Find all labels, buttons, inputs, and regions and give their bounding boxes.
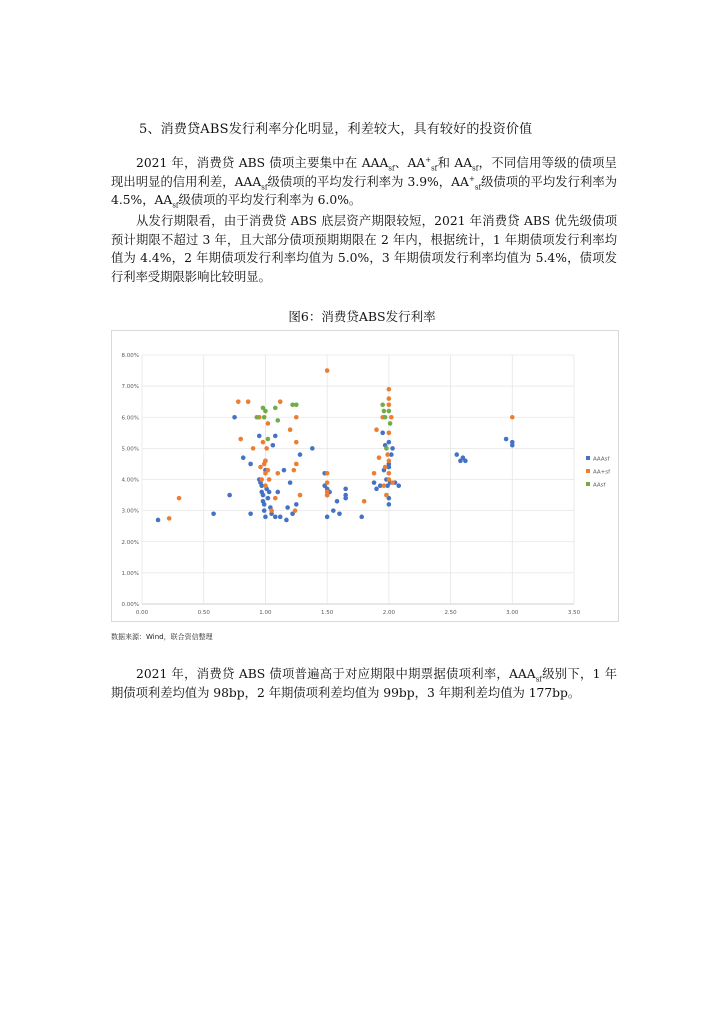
data-point-aasf: [266, 437, 271, 442]
data-point-aasf: [292, 468, 297, 473]
data-point-aasf: [266, 421, 271, 426]
data-point-aasf: [325, 480, 330, 485]
x-tick-label: 0.00: [135, 610, 149, 616]
data-point-aasf: [273, 496, 278, 501]
data-point-aasf: [387, 396, 392, 401]
data-point-aaasf: [390, 446, 395, 451]
data-point-aasf: [388, 421, 393, 426]
x-tick-label: 3.50: [567, 610, 581, 616]
data-point-aasf: [383, 465, 388, 470]
figure-title: 图6：消费贷ABS发行利率: [288, 309, 436, 324]
data-point-aaasf: [262, 508, 267, 513]
legend-label-aasf: AAsf: [593, 482, 606, 489]
data-point-aaasf: [273, 434, 278, 439]
data-point-aaasf: [294, 502, 299, 507]
data-point-aasf: [387, 431, 392, 436]
data-point-aasf: [238, 437, 243, 442]
x-tick-label: 3.00: [506, 610, 519, 616]
data-point-aasf: [261, 440, 266, 445]
data-point-aasf: [374, 427, 379, 432]
data-point-aasf: [266, 468, 271, 473]
data-point-aasf: [264, 446, 269, 451]
y-tick-label: 2.00%: [121, 539, 139, 546]
data-point-aasf: [262, 415, 267, 420]
y-tick-label: 6.00%: [121, 415, 139, 422]
y-tick-label: 0.00%: [121, 602, 139, 608]
data-point-aaasf: [387, 502, 392, 507]
y-tick-label: 1.00%: [121, 570, 139, 577]
data-point-aasf: [273, 406, 278, 411]
y-tick-label: 7.00%: [121, 384, 139, 391]
data-point-aaasf: [271, 443, 276, 448]
data-point-aaasf: [396, 483, 401, 488]
data-point-aaasf: [374, 487, 379, 492]
data-point-aasf: [263, 459, 268, 464]
data-point-aaasf: [510, 443, 515, 448]
data-point-aaasf: [275, 490, 280, 495]
legend-marker-aaasf: [586, 456, 590, 460]
data-point-aasf: [236, 399, 241, 404]
data-point-aaasf: [267, 490, 272, 495]
legend-label-aaasf: AAAsf: [593, 456, 610, 463]
data-point-aaasf: [310, 446, 315, 451]
section-heading: 5、消费贷ABS发行利率分化明显，利差较大，具有较好的投资价值: [139, 122, 533, 137]
data-point-aaasf: [262, 502, 267, 507]
data-point-aaasf: [156, 518, 161, 523]
data-point-aasf: [263, 409, 268, 414]
data-point-aasf: [294, 415, 299, 420]
data-point-aasf: [275, 471, 280, 476]
data-point-aasf: [325, 493, 330, 498]
data-point-aasf: [288, 427, 293, 432]
data-point-aasf: [387, 471, 392, 476]
x-tick-label: 0.50: [197, 610, 210, 616]
data-point-aasf: [382, 409, 387, 414]
scatter-chart-svg: [112, 331, 618, 621]
data-point-aasf: [294, 462, 299, 467]
data-point-aasf: [382, 483, 387, 488]
data-point-aaasf: [337, 511, 342, 516]
y-tick-label: 4.00%: [121, 477, 139, 484]
data-source-note: 数据来源：Wind，联合资信整理: [111, 633, 213, 641]
data-point-aaasf: [285, 505, 290, 510]
legend-label-aasf: AA+sf: [593, 469, 611, 476]
data-point-aasf: [387, 403, 392, 408]
data-point-aasf: [389, 415, 394, 420]
data-point-aaasf: [263, 515, 268, 520]
data-point-aaasf: [261, 493, 266, 498]
data-point-aasf: [380, 403, 385, 408]
data-point-aaasf: [248, 511, 253, 516]
data-point-aaasf: [211, 511, 216, 516]
scatter-chart: [111, 330, 619, 622]
data-point-aaasf: [380, 431, 385, 436]
paragraph-yield-spread: 2021 年，消费贷 ABS 债项普遍高于对应期限中期票据债项利率，$AAA_{sf}$级别下，1 年期债项利差均值为 98bp，2 年期债项利差均值为 99bp，3 年期利差均值为 177bp。: [111, 667, 617, 700]
data-point-aasf: [387, 409, 392, 414]
data-point-aaasf: [273, 515, 278, 520]
data-point-aaasf: [454, 452, 459, 457]
data-point-aaasf: [288, 480, 293, 485]
data-point-aaasf: [266, 496, 271, 501]
data-point-aaasf: [278, 515, 283, 520]
data-point-aasf: [294, 403, 299, 408]
x-tick-label: 1.50: [321, 610, 334, 616]
data-point-aasf: [387, 459, 392, 464]
data-point-aasf: [269, 508, 274, 513]
data-point-aaasf: [284, 518, 289, 523]
data-point-aaasf: [463, 459, 468, 464]
data-point-aasf: [383, 415, 388, 420]
data-point-aasf: [177, 496, 182, 501]
data-point-aaasf: [257, 434, 262, 439]
data-point-aasf: [387, 477, 392, 482]
data-point-aasf: [259, 477, 264, 482]
legend-marker-aasf: [586, 469, 590, 473]
data-point-aasf: [275, 418, 280, 423]
paragraph-credit-spread: 2021 年，消费贷 ABS 债项主要集中在 $AAA_{sf}$、$AA^+_{sf}$和 $AA_{sf}$，不同信用等级的债项呈现出明显的信用利差，$AAA_{sf}$级债项的平均发行利率为 3.9%，$AA^+_{sf}$级债项的平均发行利率为 4.5%，$AA_{sf}$级债项的平均发行利率为 6.0%。: [111, 155, 617, 210]
x-tick-label: 1.00: [259, 610, 272, 616]
data-point-aaasf: [298, 452, 303, 457]
paragraph-term-analysis: 从发行期限看，由于消费贷 ABS 底层资产期限较短，2021 年消费贷 ABS 优先级债项预计期限不超过 3 年，且大部分债项预期期限在 2 年内，根据统计，1 年期债项发行利率均值为 4.4%，2 年期债项发行利率均值为 5.0%，3 年期债项发行利率均值为 5.4%，债项发行利率受期限影响比较明显。: [111, 214, 617, 284]
data-point-aasf: [377, 455, 382, 460]
x-tick-label: 2.00: [382, 610, 395, 616]
data-point-aasf: [267, 477, 272, 482]
data-point-aasf: [298, 493, 303, 498]
data-point-aasf: [384, 493, 389, 498]
data-point-aasf: [372, 471, 377, 476]
data-point-aasf: [246, 399, 251, 404]
data-point-aaasf: [359, 515, 364, 520]
data-point-aasf: [390, 480, 395, 485]
data-point-aaasf: [282, 468, 287, 473]
y-tick-label: 8.00%: [121, 353, 139, 359]
data-point-aasf: [294, 440, 299, 445]
data-point-aasf: [325, 368, 330, 373]
data-point-aaasf: [372, 480, 377, 485]
data-point-aasf: [385, 452, 390, 457]
x-tick-label: 2.50: [444, 610, 457, 616]
data-point-aasf: [510, 415, 515, 420]
y-tick-label: 3.00%: [121, 508, 139, 515]
data-point-aasf: [254, 415, 259, 420]
data-point-aasf: [167, 516, 172, 521]
data-point-aaasf: [241, 455, 246, 460]
data-point-aasf: [278, 399, 283, 404]
data-point-aaasf: [227, 493, 232, 498]
data-point-aasf: [263, 483, 268, 488]
data-point-aaasf: [504, 437, 509, 442]
data-point-aaasf: [343, 496, 348, 501]
data-point-aasf: [258, 465, 263, 470]
data-point-aasf: [251, 446, 256, 451]
legend-marker-aasf: [586, 482, 590, 486]
data-point-aasf: [384, 446, 389, 451]
y-tick-label: 5.00%: [121, 446, 139, 453]
data-point-aasf: [387, 387, 392, 392]
data-point-aaasf: [387, 440, 392, 445]
data-point-aaasf: [335, 499, 340, 504]
data-point-aaasf: [331, 508, 336, 513]
data-point-aaasf: [325, 515, 330, 520]
data-point-aasf: [293, 508, 298, 513]
data-point-aaasf: [248, 462, 253, 467]
data-point-aaasf: [232, 415, 237, 420]
data-point-aasf: [325, 471, 330, 476]
data-point-aasf: [362, 499, 367, 504]
data-point-aaasf: [343, 487, 348, 492]
